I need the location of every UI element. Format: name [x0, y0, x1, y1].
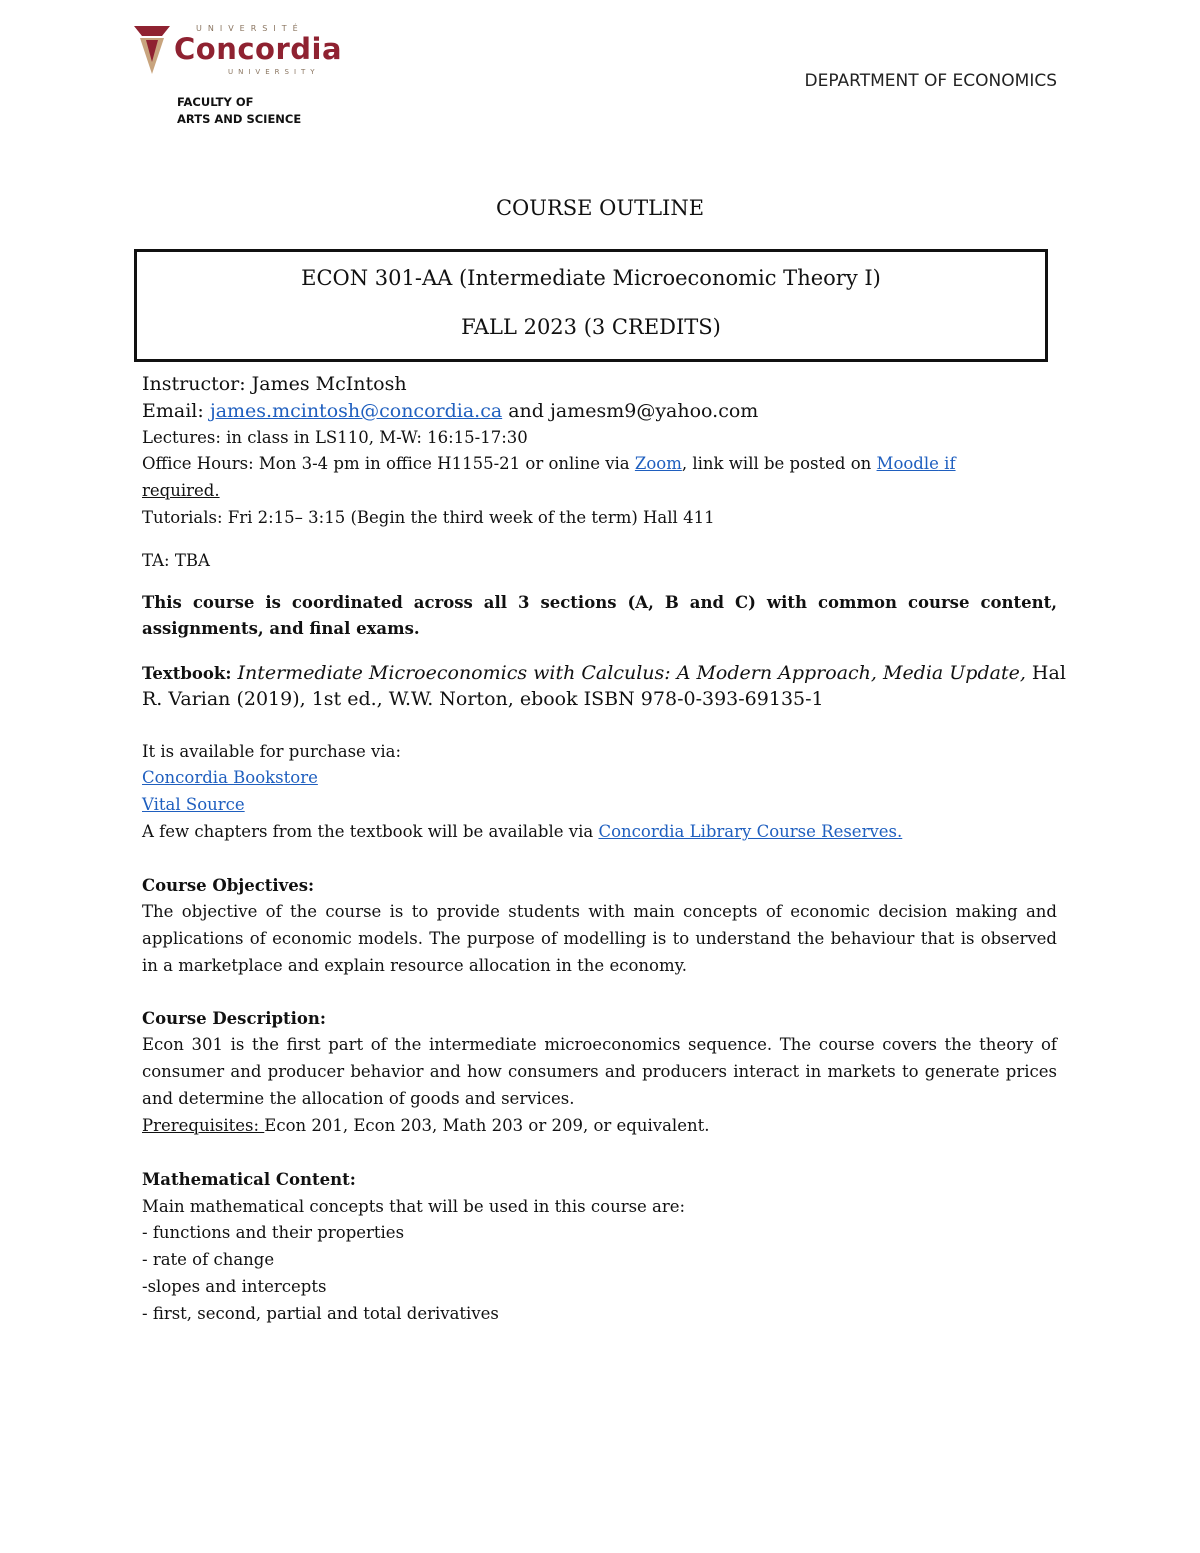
textbook-author-start: Hal: [1025, 662, 1066, 684]
office-hours-mid: , link will be posted on: [681, 454, 877, 473]
reserves-line: [142, 822, 902, 842]
objectives-heading: [142, 876, 314, 896]
reserves-text: A few chapters from the textbook will be available via: [142, 822, 599, 841]
purchase-intro: It is available for purchase via:: [142, 742, 402, 761]
faculty-line-1: FACULTY OF: [177, 95, 254, 109]
logo-wordmark: Concordia: [174, 32, 343, 66]
course-title-box: [134, 249, 1048, 362]
coordination-note: [142, 590, 1057, 642]
office-hours-if[interactable]: if: [938, 454, 956, 473]
document-title: COURSE OUTLINE: [495, 196, 705, 220]
textbook-label: Textbook:: [142, 664, 232, 683]
faculty-name: [177, 94, 301, 128]
vital-source-link[interactable]: Vital Source: [142, 795, 245, 814]
email-label: Email:: [142, 400, 210, 422]
ta-line: TA: TBA: [142, 551, 210, 570]
faculty-line-2: ARTS AND SCIENCE: [177, 112, 302, 126]
math-list-item: - first, second, partial and total derivatives: [142, 1304, 499, 1323]
coordination-note-text: This course is coordinated across all 3 sections (A, B and C) with common course content, assignments, and final exams.: [142, 593, 1057, 638]
math-heading: [142, 1170, 356, 1190]
description-text: Econ 301 is the first part of the intermediate microeconomics sequence. The course covers the theory of consumer and producer behavior and how consumers and producers interact in markets to generate prices and determine the allocation of goods and services.: [142, 1035, 1057, 1108]
math-heading-text: Mathematical Content:: [142, 1170, 356, 1189]
email-link-primary[interactable]: james.mcintosh@concordia.ca: [209, 400, 503, 422]
concordia-bookstore-link[interactable]: Concordia Bookstore: [142, 768, 318, 787]
email-secondary: and jamesm9@yahoo.com: [502, 400, 759, 422]
prerequisites-line: [142, 1116, 709, 1136]
library-reserves-link[interactable]: Concordia Library Course Reserves.: [598, 822, 903, 841]
prerequisites-label: Prerequisites:: [142, 1116, 265, 1135]
prerequisites-text: Econ 201, Econ 203, Math 203 or 209, or equivalent.: [264, 1116, 710, 1135]
objectives-heading-text: Course Objectives:: [142, 876, 315, 895]
email-line: [142, 401, 758, 421]
objectives-text: The objective of the course is to provide students with main concepts of economic decision making and applications of economic models. The purpose of modelling is to understand the behaviour that is observed in a marketplace and explain resource allocation in the economy.: [142, 902, 1057, 975]
moodle-link[interactable]: Moodle: [876, 454, 939, 473]
textbook-title: Intermediate Microeconomics with Calculus: A Modern Approach, Media Update,: [237, 662, 1026, 684]
math-list-item: - rate of change: [142, 1250, 275, 1269]
description-heading: [142, 1009, 326, 1029]
tutorials-line: Tutorials: Fri 2:15– 3:15 (Begin the third week of the term) Hall 411: [142, 508, 715, 527]
logo-university-text: UNIVERSITY: [228, 68, 320, 76]
office-hours-text: Office Hours: Mon 3-4 pm in office H1155-21 or online via: [142, 454, 635, 473]
math-list-item: - functions and their properties: [142, 1223, 405, 1242]
concordia-shield-icon: [132, 22, 172, 78]
course-title: ECON 301-AA (Intermediate Microeconomic Theory I): [301, 266, 881, 290]
textbook-line-2: R. Varian (2019), 1st ed., W.W. Norton, ebook ISBN 978-0-393-69135-1: [142, 688, 824, 710]
concordia-logo: [132, 18, 362, 128]
math-intro: Main mathematical concepts that will be used in this course are:: [142, 1197, 686, 1216]
office-hours-line-2: [142, 481, 220, 501]
description-heading-text: Course Description:: [142, 1009, 326, 1028]
course-term: FALL 2023 (3 CREDITS): [461, 315, 721, 339]
math-list-item: -slopes and intercepts: [142, 1277, 327, 1296]
bookstore-line: [142, 768, 318, 788]
instructor-line: Instructor: James McIntosh: [142, 373, 407, 395]
textbook-line-1: [142, 663, 1066, 684]
lectures-line: Lectures: in class in LS110, M-W: 16:15-17:30: [142, 428, 528, 447]
office-hours-line: [142, 454, 956, 474]
vital-source-line: [142, 795, 245, 815]
department-name: DEPARTMENT OF ECONOMICS: [804, 71, 1057, 91]
logo-universite-text: UNIVERSITÉ: [196, 24, 304, 33]
zoom-link[interactable]: Zoom: [634, 454, 682, 473]
office-hours-required[interactable]: required.: [142, 481, 220, 500]
